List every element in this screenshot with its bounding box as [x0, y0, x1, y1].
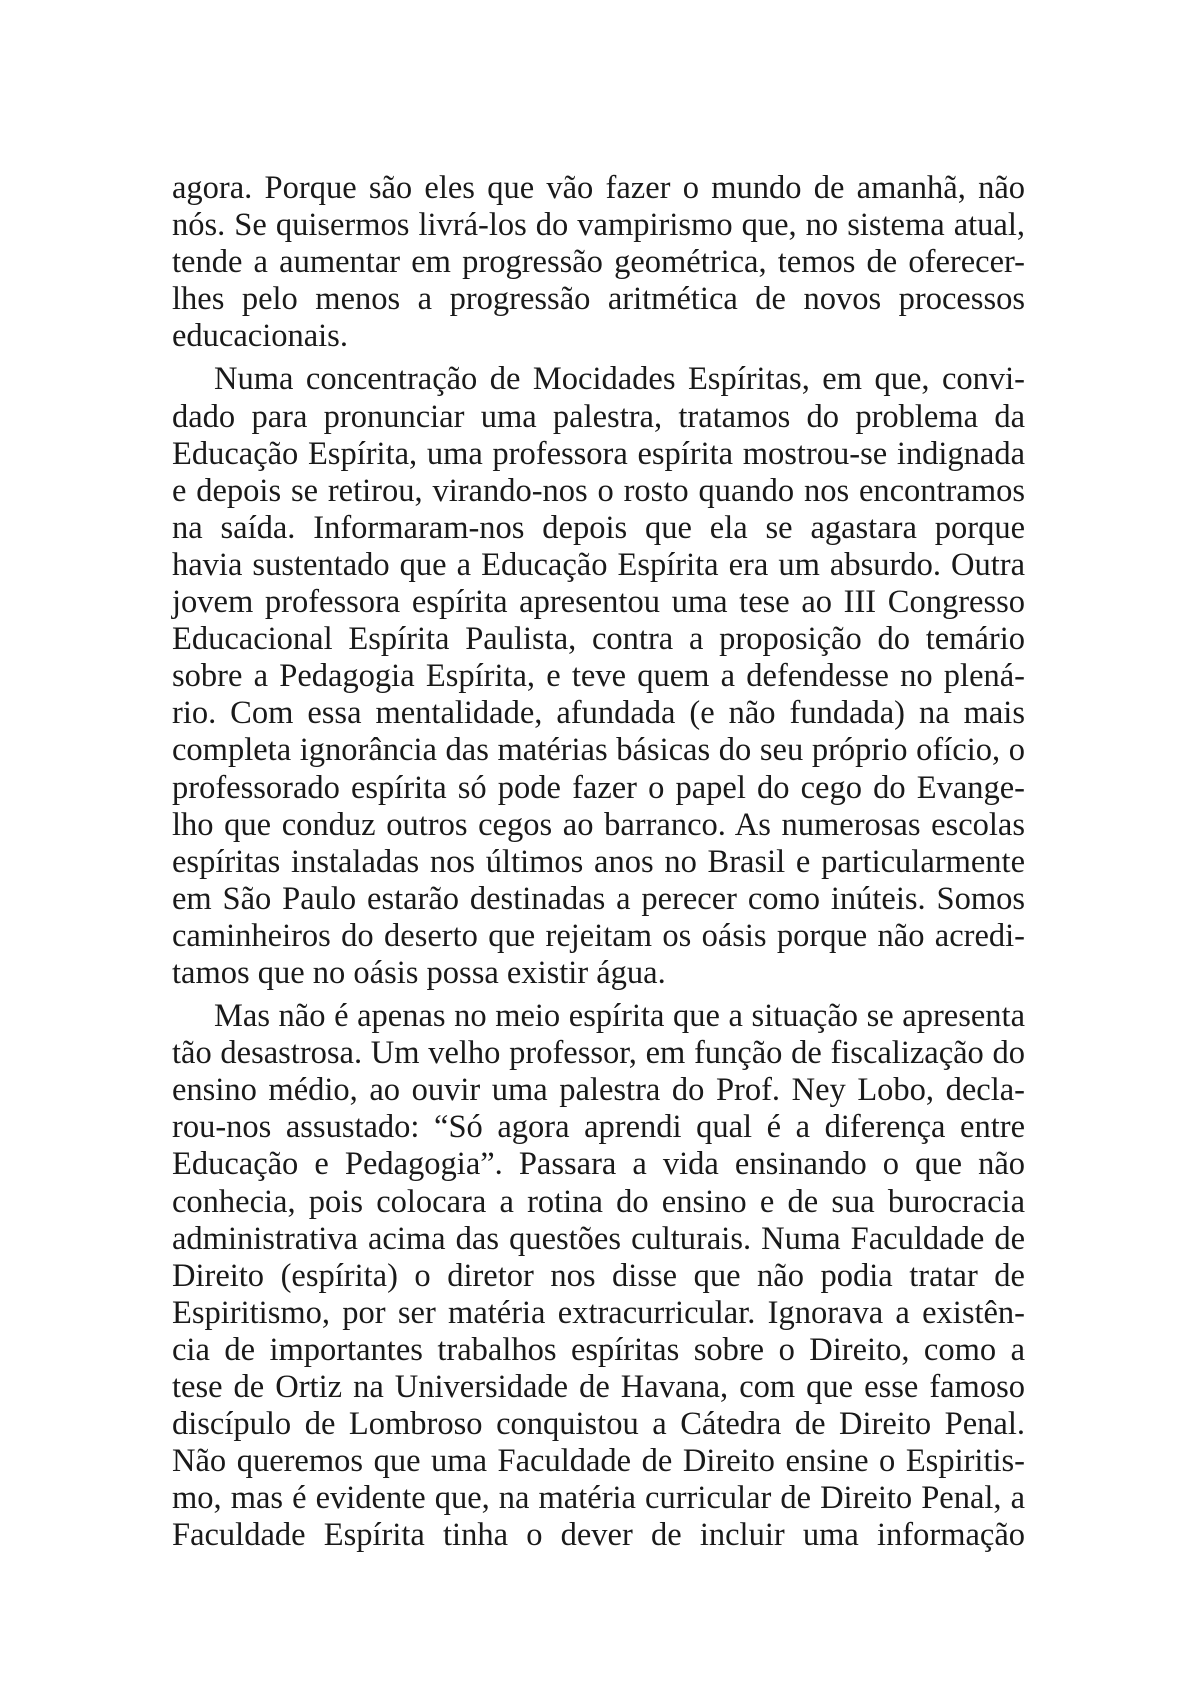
paragraph-2	[172, 361, 1025, 992]
text-line: rio. Com essa mentalidade, afundada (e não fundada) na mais	[172, 695, 1025, 732]
text-line: educacionais.	[172, 318, 348, 355]
text-line: havia sustentado que a Educação Espírita era um absurdo. Outra	[172, 546, 1025, 583]
text-line: tese de Ortiz na Universidade de Havana, com que esse famoso	[172, 1369, 1025, 1405]
text-line: ensino médio, ao ouvir uma palestra do Prof. Ney Lobo, decla-	[172, 1072, 1025, 1109]
text-line: rou-nos assustado: “Só agora aprendi qual é a diferença entre	[172, 1109, 1025, 1146]
paragraph-3	[172, 998, 1025, 1554]
text-line: discípulo de Lombroso conquistou a Cátedra de Direito Penal.	[172, 1406, 1025, 1443]
text-line: completa ignorância das matérias básicas do seu próprio ofício, o	[172, 732, 1025, 769]
text-line: Direito (espírita) o diretor nos disse que não podia tratar de	[172, 1257, 1025, 1294]
text-line: nós. Se quisermos livrá-los do vampirismo que, no sistema atual,	[172, 207, 1025, 244]
text-line: administrativa acima das questões culturais. Numa Faculdade de	[172, 1220, 1025, 1257]
page-body	[172, 170, 1025, 1554]
text-line: agora. Porque são eles que vão fazer o mundo de amanhã, não	[172, 170, 1025, 206]
text-line: conhecia, pois colocara a rotina do ensino e de sua burocracia	[172, 1183, 1025, 1220]
text-line: tamos que no oásis possa existir água.	[172, 954, 666, 991]
text-line: na saída. Informaram-nos depois que ela se agastara porque	[172, 509, 1025, 546]
text-line: cia de importantes trabalhos espíritas sobre o Direito, como a	[172, 1331, 1025, 1368]
text-line: dado para pronunciar uma palestra, tratamos do problema da	[172, 398, 1025, 435]
text-line: professorado espírita só pode fazer o papel do cego do Evange-	[172, 769, 1025, 806]
text-line: Educação Espírita, uma professora espírita mostrou-se indignada	[172, 435, 1025, 472]
text-line: espíritas instaladas nos últimos anos no Brasil e particularmente	[172, 843, 1025, 880]
text-line: caminheiros do deserto que rejeitam os oásis porque não acredi-	[172, 917, 1025, 954]
text-line: Faculdade Espírita tinha o dever de incluir uma informação	[172, 1517, 1025, 1554]
text-line: em São Paulo estarão destinadas a perecer como inúteis. Somos	[172, 880, 1025, 917]
text-line: e depois se retirou, virando-nos o rosto quando nos encontramos	[172, 472, 1025, 509]
text-line: sobre a Pedagogia Espírita, e teve quem a defendesse no plená-	[172, 658, 1025, 695]
text-line: tende a aumentar em progressão geométrica, temos de oferecer-	[172, 244, 1025, 281]
text-line: Espiritismo, por ser matéria extracurricular. Ignorava a existên-	[172, 1294, 1025, 1331]
text-line: lho que conduz outros cegos ao barranco. As numerosas escolas	[172, 806, 1025, 843]
text-line: lhes pelo menos a progressão aritmética de novos processos	[172, 281, 1025, 318]
text-line: Numa concentração de Mocidades Espíritas, em que, convi-	[214, 361, 1025, 398]
text-line: Educacional Espírita Paulista, contra a proposição do temário	[172, 621, 1025, 658]
text-line: mo, mas é evidente que, na matéria curricular de Direito Penal, a	[172, 1480, 1025, 1517]
text-line: Mas não é apenas no meio espírita que a situação se apresenta	[214, 998, 1025, 1035]
paragraph-1	[172, 170, 1025, 355]
text-line: Não queremos que uma Faculdade de Direito ensine o Espiritis-	[172, 1443, 1025, 1480]
text-line: tão desastrosa. Um velho professor, em função de fiscalização do	[172, 1035, 1025, 1072]
text-line: jovem professora espírita apresentou uma tese ao III Congresso	[172, 584, 1025, 621]
text-line: Educação e Pedagogia”. Passara a vida ensinando o que não	[172, 1146, 1025, 1183]
